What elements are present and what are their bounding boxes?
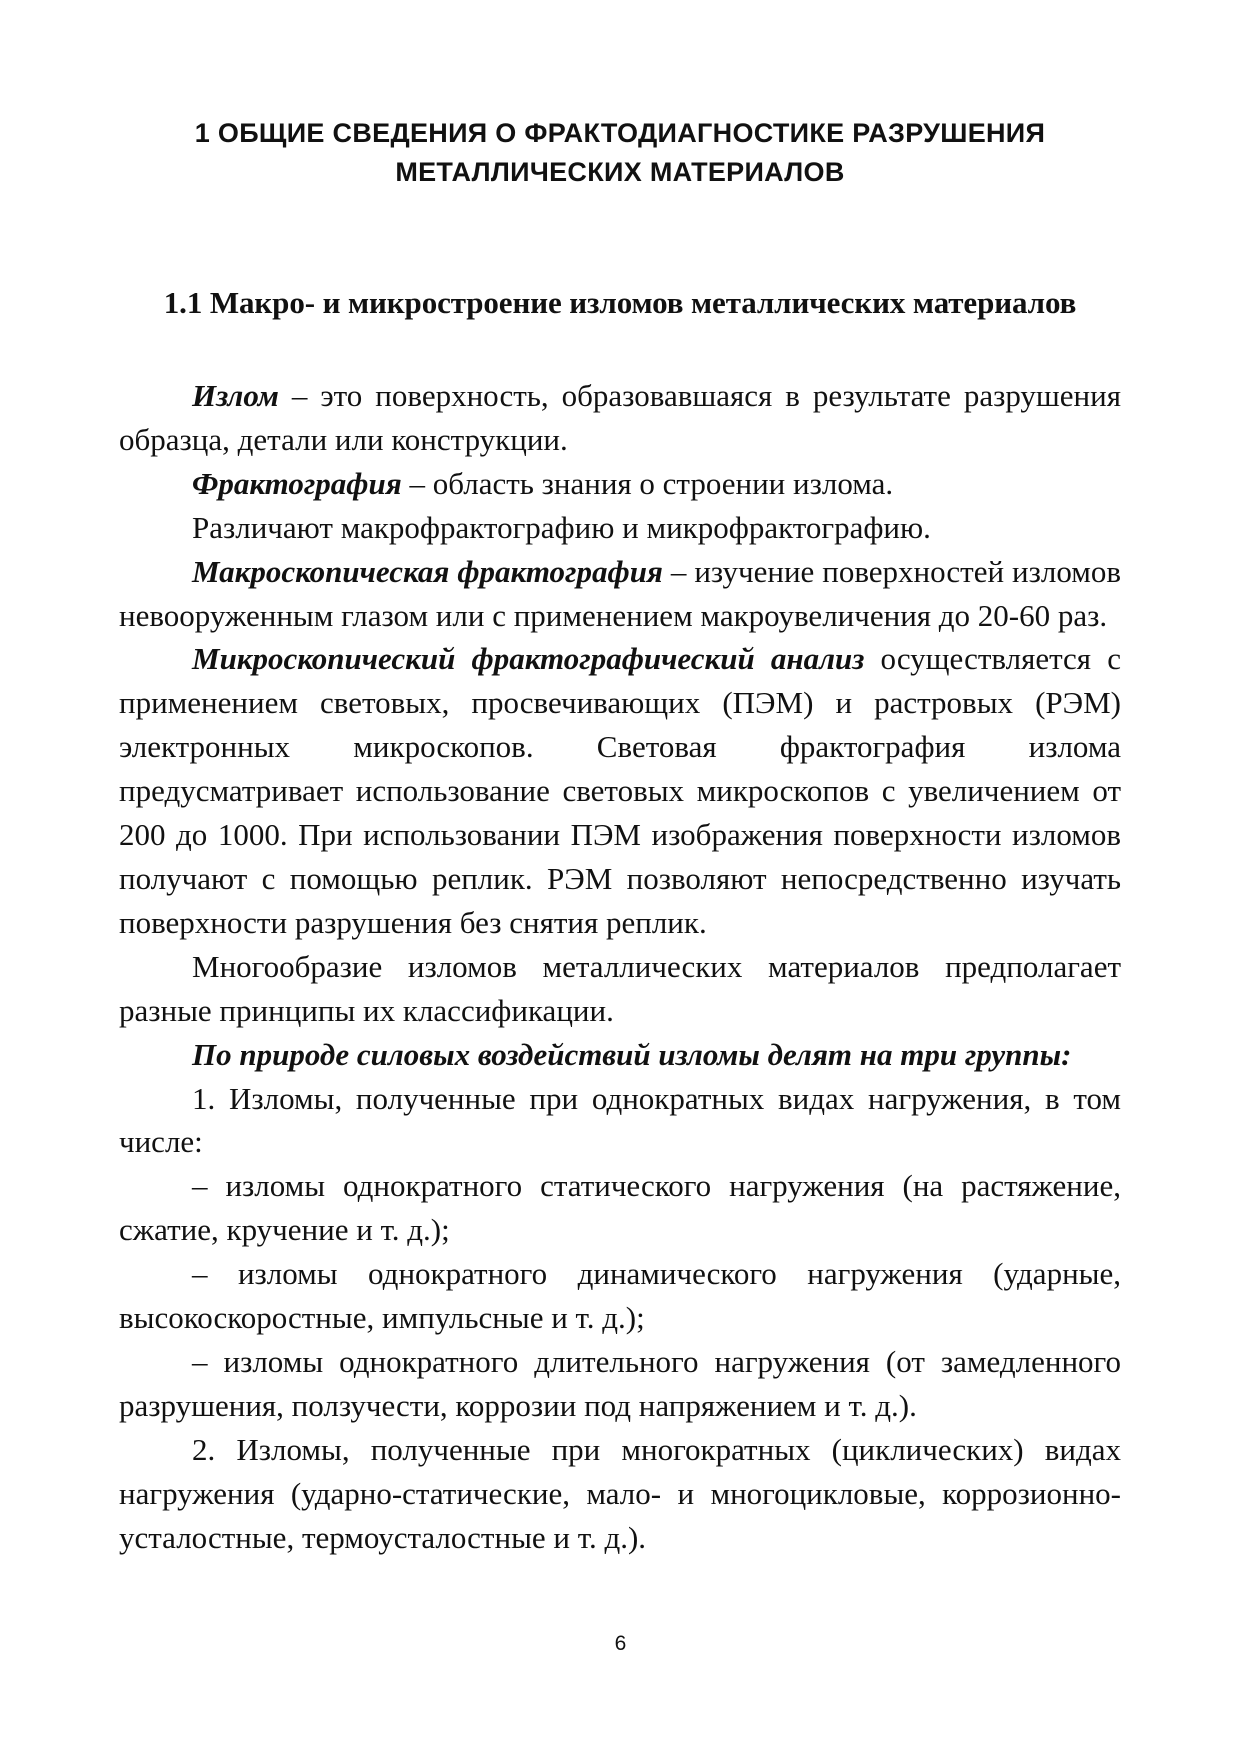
- list-item-dynamic: – изломы однократного динамического нагружения (ударные, высокоскоростные, импульсные и т. д.);: [119, 1256, 1121, 1336]
- term-micro-analysis: Микроскопический фрактографический анализ: [192, 641, 865, 677]
- paragraph-macro-fractography: [119, 550, 1121, 638]
- paragraph-classification: Многообразие изломов металлических материалов предполагает разные принципы их классификации.: [119, 948, 1121, 1028]
- list-item-single-loading: 1. Изломы, полученные при однократных видах нагружения, в том числе:: [119, 1080, 1121, 1160]
- body-text: [119, 374, 1121, 1559]
- chapter-title: 1 ОБЩИЕ СВЕДЕНИЯ О ФРАКТОДИАГНОСТИКЕ РАЗРУШЕНИЯ МЕТАЛЛИЧЕСКИХ МАТЕРИАЛОВ: [194, 118, 1046, 187]
- term-macro-fractography: Макроскопическая фрактография: [192, 553, 663, 589]
- list-item-static: – изломы однократного статического нагружения (на растяжение, сжатие, кручение и т. д.);: [119, 1168, 1121, 1248]
- page-number: 6: [614, 1632, 627, 1655]
- paragraph-text: осуществляется с применением световых, просвечивающих (ПЭМ) и растровых (РЭМ) электронных микроскопов. Световая фрактография излома предусматривает использование световых микроскопов с увеличением от 200 до 1000. При использовании ПЭМ изображения поверхности изломов получают с помощью реплик. РЭМ позволяют непосредственно изучать поверхности разрушения без снятия реплик.: [119, 641, 1121, 940]
- paragraph-types: Различают макрофрактографию и микрофрактографию.: [192, 509, 931, 545]
- page-content: [119, 114, 1121, 1559]
- list-item-long-term: – изломы однократного длительного нагружения (от замедленного разрушения, ползучести, коррозии под напряжением и т. д.).: [119, 1343, 1121, 1423]
- paragraph-text: – область знания о строении излома.: [401, 465, 894, 501]
- paragraph-groups-heading: По природе силовых воздействий изломы делят на три группы:: [192, 1036, 1072, 1072]
- paragraph-text: – это поверхность, образовавшаяся в результате разрушения образца, детали или конструкции.: [119, 378, 1121, 457]
- term-fractography: Фрактография: [192, 465, 402, 501]
- paragraph-micro-fractography: [119, 637, 1121, 944]
- list-item-cyclic-loading: 2. Изломы, полученные при многократных (циклических) видах нагружения (ударно-статические, мало- и многоцикловые, коррозионно-усталостные, термоусталостные и т. д.).: [119, 1431, 1121, 1555]
- paragraph-fracture-definition: [119, 374, 1121, 462]
- term-fracture: Излом: [192, 378, 279, 413]
- section-title: 1.1 Макро- и микростроение изломов металлических материалов: [163, 285, 1077, 320]
- paragraph-text: – изучение поверхностей изломов невооруженным глазом или с применением макроувеличения до 20-60 раз.: [119, 553, 1121, 633]
- paragraph-fractography-definition: [119, 462, 1121, 506]
